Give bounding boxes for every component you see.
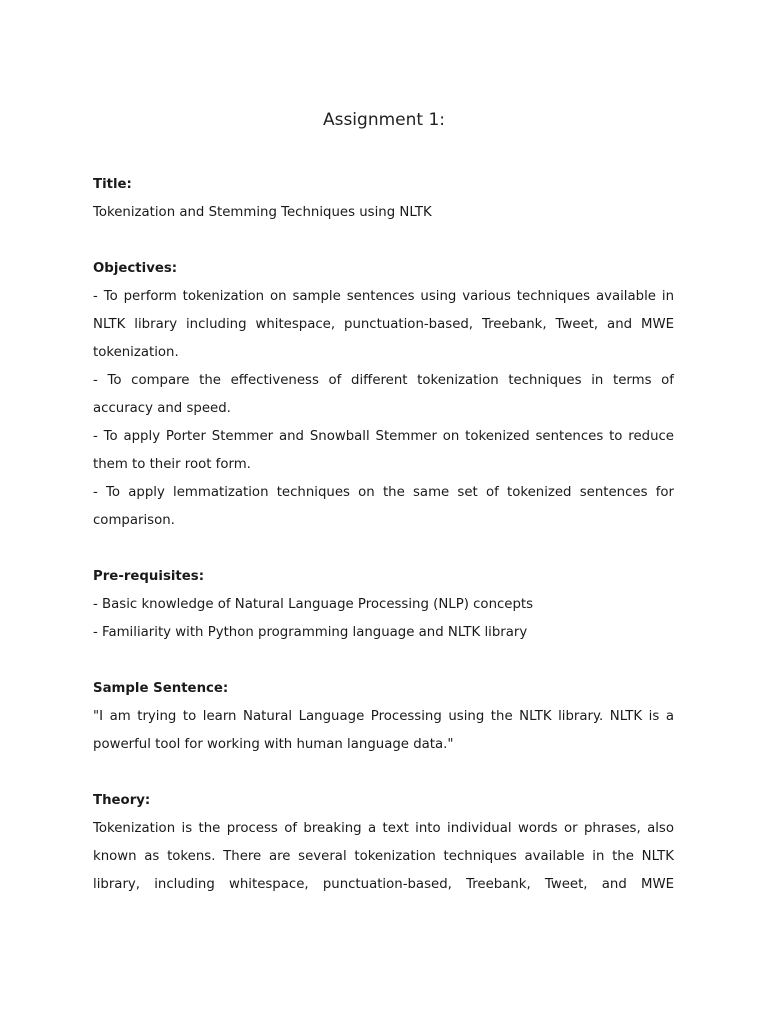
- section-heading-objectives: Objectives:: [93, 261, 178, 276]
- objective-item: - To apply Porter Stemmer and Snowball Stemmer on tokenized sentences to reduce them to their root form.: [93, 429, 674, 472]
- section-heading-title: Title:: [93, 177, 132, 192]
- objective-item: - To apply lemmatization techniques on the same set of tokenized sentences for comparison.: [93, 485, 674, 528]
- section-spacer: [93, 759, 674, 787]
- section-spacer: [93, 227, 674, 255]
- section-spacer: [93, 535, 674, 563]
- document-title: Assignment 1:: [322, 110, 446, 130]
- prerequisite-item: - Familiarity with Python programming language and NLTK library: [93, 625, 528, 640]
- section-heading-sample-sentence: Sample Sentence:: [93, 681, 229, 696]
- objective-item: - To perform tokenization on sample sentences using various techniques available in NLTK library including whitespace, punctuation-based, Treebank, Tweet, and MWE tokenization.: [93, 289, 674, 360]
- section-heading-prerequisites: Pre-requisites:: [93, 569, 205, 584]
- objective-item: - To compare the effectiveness of different tokenization techniques in terms of accuracy and speed.: [93, 373, 674, 416]
- document-body: [93, 171, 674, 899]
- section-heading-theory: Theory:: [93, 793, 151, 808]
- sample-sentence-text: "I am trying to learn Natural Language Processing using the NLTK library. NLTK is a powerful tool for working with human language data.": [93, 709, 674, 752]
- prerequisite-item: - Basic knowledge of Natural Language Processing (NLP) concepts: [93, 597, 534, 612]
- section-spacer: [93, 647, 674, 675]
- theory-text: Tokenization is the process of breaking a text into individual words or phrases, also known as tokens. There are several tokenization techniques available in the NLTK library, including whitespace, punctuation-based, Treebank, Tweet, and MWE: [93, 821, 674, 892]
- section-text-title: Tokenization and Stemming Techniques using NLTK: [93, 205, 432, 220]
